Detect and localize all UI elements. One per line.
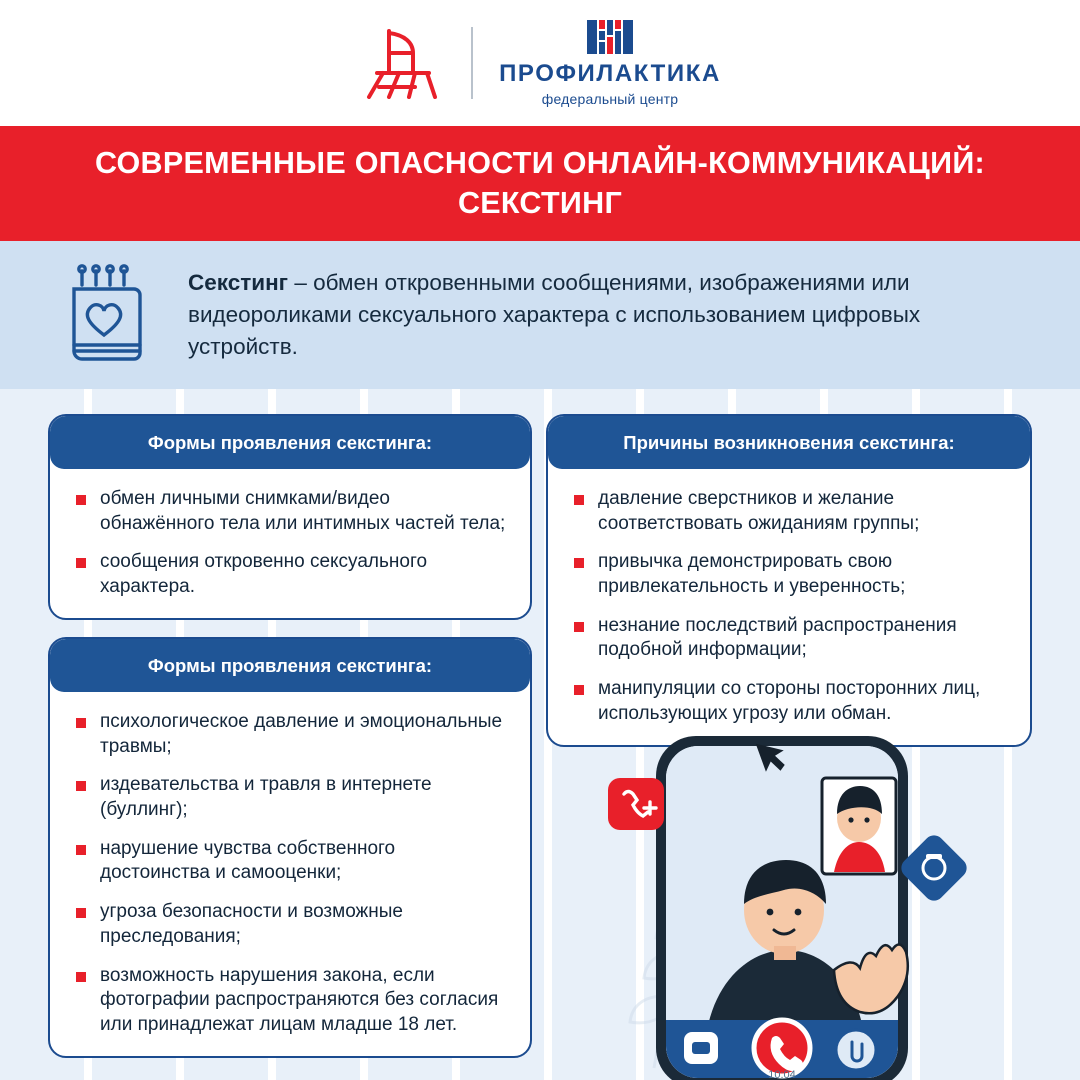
list-item: манипуляции со стороны посторонних лиц, использующих угрозу или обман. [572,677,1008,726]
attachment-icon [836,1030,876,1070]
chair-icon [359,27,445,99]
list-item: угроза безопасности и возможные преследования; [74,900,508,949]
definition-body: – обмен откровенными сообщениями, изображениями или видеороликами сексуального характера с использованием цифровых устройств. [188,270,921,359]
phone-add-icon [608,778,664,830]
page-title-line-2: СЕКСТИНГ [457,185,623,220]
brand-title: ПРОФИЛАКТИКА [499,59,721,87]
grid-logo-icon [587,20,633,54]
card-forms-list [74,487,508,600]
card-consequences-body [50,692,530,1056]
phone-time-label: 10:04 [768,1069,796,1080]
list-item: нарушение чувства собственного достоинства и самооценки; [74,837,508,886]
definition-term: Секстинг [188,270,289,296]
list-item: обмен личными снимками/видео обнажённого тела или интимных частей тела; [74,487,508,536]
illustration-teen-with-smartphone [608,714,1048,1080]
brand-subtitle: федеральный центр [541,90,679,107]
card-consequences [48,637,532,1058]
definition-text [188,267,1032,363]
chat-icon [684,1032,718,1064]
card-consequences-heading: Формы проявления секстинга: [50,639,530,692]
list-item: сообщения откровенно сексуального характера. [74,550,508,599]
notebook-heart-icon [58,263,150,367]
card-reasons-body [548,469,1030,745]
list-item: издевательства и травля в интернете (буллинг); [74,773,508,822]
brand-block [499,20,721,107]
definition-band [0,241,1080,389]
page-title [0,126,1080,241]
card-reasons-list [572,487,1008,727]
card-forms [48,414,532,620]
list-item: привычка демонстрировать свою привлекательность и уверенность; [572,550,1008,599]
logo-bar [0,0,1080,126]
list-item: возможность нарушения закона, если фотографии распространяются без согласия или принадлежат лицам младше 18 лет. [74,964,508,1038]
logo-divider [471,27,473,99]
call-button-icon [754,1020,810,1076]
card-forms-body [50,469,530,618]
camera-icon [897,831,971,905]
card-reasons [546,414,1032,747]
card-reasons-heading: Причины возникновения секстинга: [548,416,1030,469]
list-item: незнание последствий распространения подобной информации; [572,614,1008,663]
card-consequences-list [74,710,508,1038]
list-item: психологическое давление и эмоциональные травмы; [74,710,508,759]
list-item: давление сверстников и желание соответствовать ожиданиям группы; [572,487,1008,536]
card-forms-heading: Формы проявления секстинга: [50,416,530,469]
page-title-line-1: СОВРЕМЕННЫЕ ОПАСНОСТИ ОНЛАЙН-КОММУНИКАЦИЙ: [94,146,986,181]
